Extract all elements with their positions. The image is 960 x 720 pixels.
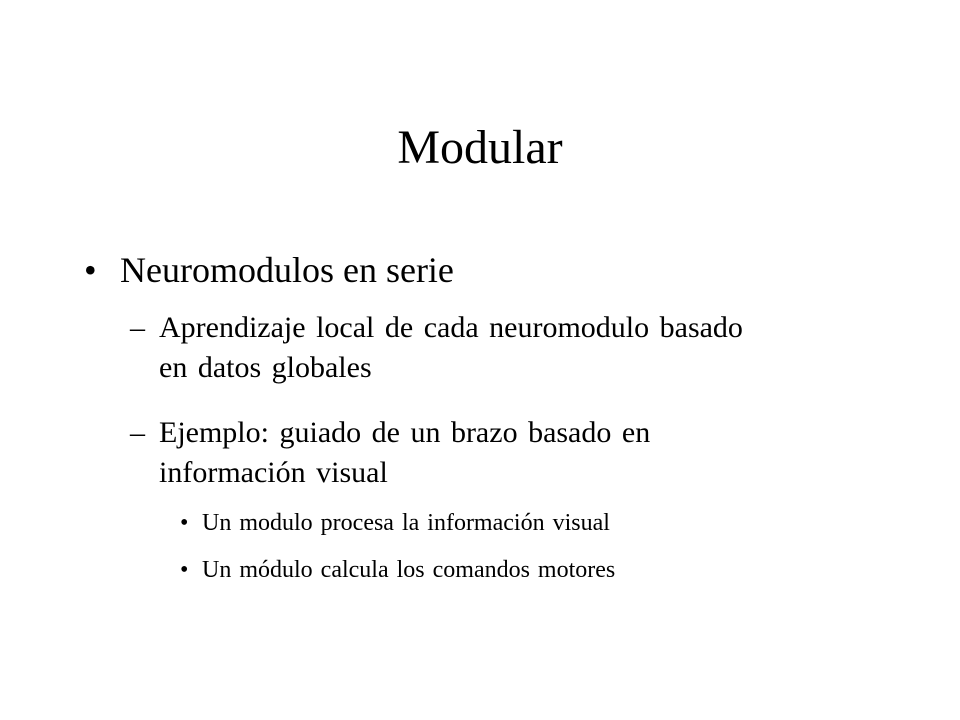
- subitem-line-1: Aprendizaje local de cada neuromodulo basado: [159, 311, 743, 344]
- dash-symbol: –: [130, 416, 145, 449]
- bullet-symbol: •: [180, 510, 189, 536]
- subitem-line-2: en datos globales: [159, 351, 372, 384]
- subitem-text: [159, 308, 889, 388]
- subsubitem-text: Un modulo procesa la información visual: [202, 510, 610, 536]
- subitem-text: [159, 413, 889, 493]
- subitem-line-1: Ejemplo: guiado de un brazo basado en: [159, 416, 651, 449]
- slide-title: Modular: [397, 121, 563, 174]
- dash-symbol: –: [130, 311, 145, 344]
- subitem-line-2: información visual: [159, 456, 388, 489]
- bullet-symbol: •: [84, 250, 97, 290]
- subsubitem-text: Un módulo calcula los comandos motores: [202, 557, 616, 583]
- bullet-symbol: •: [180, 557, 189, 583]
- bullet-text: Neuromodulos en serie: [120, 250, 454, 290]
